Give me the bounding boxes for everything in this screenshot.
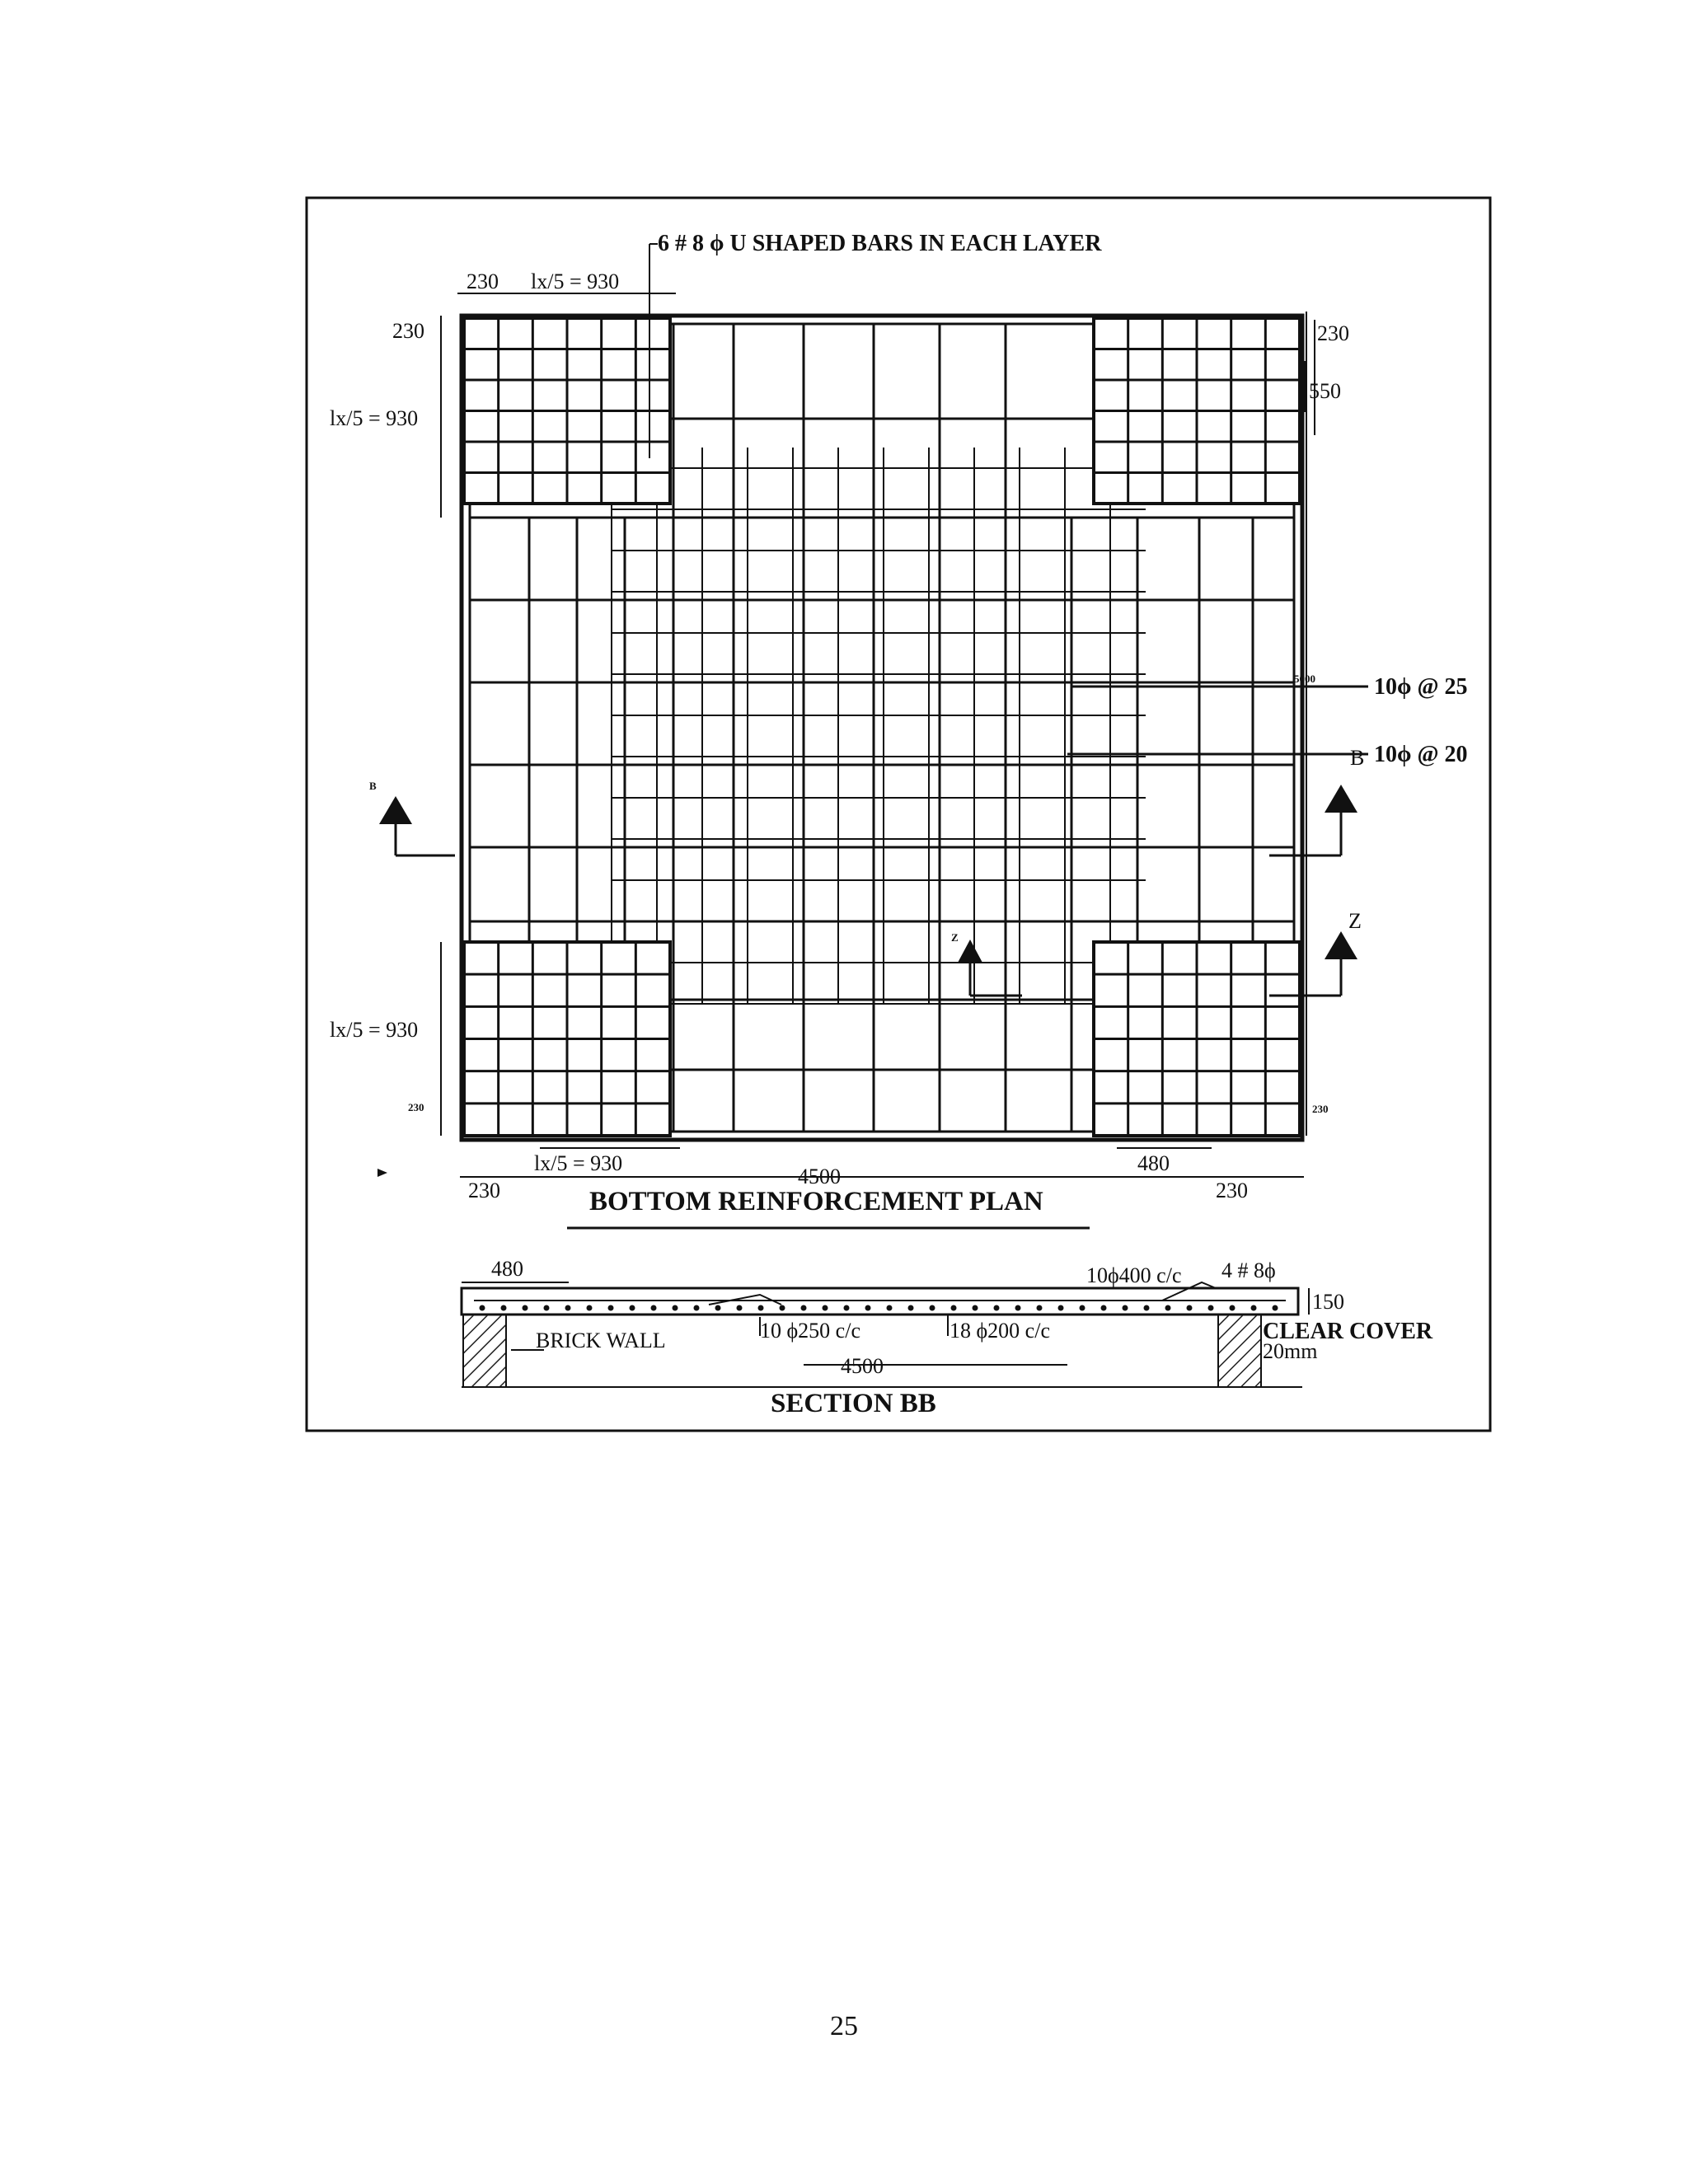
section-bar-dot bbox=[780, 1305, 785, 1311]
clear-cover-label: CLEAR COVER bbox=[1263, 1319, 1433, 1344]
section-bar-dot bbox=[1144, 1305, 1150, 1311]
section-bar-dot bbox=[501, 1305, 507, 1311]
clear-cover-value: 20mm bbox=[1263, 1339, 1318, 1363]
section-bar-dot bbox=[973, 1305, 978, 1311]
section-bar-dot bbox=[673, 1305, 678, 1311]
section-bar-dot bbox=[694, 1305, 700, 1311]
svg-text:480: 480 bbox=[491, 1257, 523, 1281]
dim-right-230-small: 230 bbox=[1312, 1103, 1329, 1115]
section-bar-dot bbox=[823, 1305, 828, 1311]
section-title: SECTION BB bbox=[771, 1389, 936, 1418]
section-bar-dot bbox=[908, 1305, 914, 1311]
dim-right-550: 550 bbox=[1309, 379, 1341, 403]
svg-text:B: B bbox=[369, 780, 377, 792]
section-bar-dot bbox=[1208, 1305, 1214, 1311]
plan-title: BOTTOM REINFORCEMENT PLAN bbox=[589, 1187, 1043, 1216]
bar-200-label: 18 ϕ200 c/c bbox=[950, 1319, 1050, 1343]
svg-text:Z: Z bbox=[951, 931, 959, 944]
section-bar-dot bbox=[1123, 1305, 1128, 1311]
section-bar-dot bbox=[1251, 1305, 1257, 1311]
section-bar-dot bbox=[930, 1305, 935, 1311]
dim-bottom-4500: 4500 bbox=[798, 1165, 841, 1188]
dim-left-lx5-bottom: lx/5 = 930 bbox=[330, 1018, 419, 1042]
bar-4x8-label: 4 # 8ϕ bbox=[1221, 1258, 1276, 1282]
dim-left-230-small: 230 bbox=[408, 1101, 424, 1113]
section-bar-dot bbox=[1101, 1305, 1107, 1311]
page-number: 25 bbox=[830, 2011, 858, 2041]
section-bar-dot bbox=[951, 1305, 957, 1311]
section-bar-dot bbox=[758, 1305, 764, 1311]
dim-right-230: 230 bbox=[1317, 321, 1349, 345]
bar-label-b: 10ϕ @ 20 bbox=[1374, 742, 1468, 767]
section-bar-dot bbox=[1165, 1305, 1171, 1311]
section-dim-4500: 4500 bbox=[841, 1354, 884, 1378]
section-bar-dot bbox=[844, 1305, 850, 1311]
section-bar-dot bbox=[1037, 1305, 1043, 1311]
section-bar-dot bbox=[1058, 1305, 1064, 1311]
section-bar-dot bbox=[865, 1305, 871, 1311]
section-bar-dot bbox=[715, 1305, 721, 1311]
section-bar-dot bbox=[544, 1305, 550, 1311]
svg-text:Z: Z bbox=[1348, 909, 1362, 933]
dim-bottom-230-left: 230 bbox=[468, 1179, 500, 1202]
reinforcement-drawing-figure bbox=[305, 196, 1492, 1432]
section-bar-dot bbox=[630, 1305, 635, 1311]
section-bar-dot bbox=[887, 1305, 893, 1311]
dim-bottom-230-right: 230 bbox=[1216, 1179, 1248, 1202]
section-bar-dot bbox=[587, 1305, 593, 1311]
section-bar-dot bbox=[523, 1305, 528, 1311]
section-bar-dot bbox=[1230, 1305, 1236, 1311]
section-bar-dot bbox=[994, 1305, 1000, 1311]
section-bar-dot bbox=[565, 1305, 571, 1311]
bar-250-label: 10 ϕ250 c/c bbox=[760, 1319, 860, 1343]
bar-label-a: 10ϕ @ 25 bbox=[1374, 674, 1468, 700]
section-bar-dot bbox=[737, 1305, 743, 1311]
section-bar-dot bbox=[1015, 1305, 1021, 1311]
dim-right-5000: 5000 bbox=[1294, 673, 1315, 685]
top-note: 6 # 8 ϕ U SHAPED BARS IN EACH LAYER bbox=[658, 231, 1102, 256]
section-bar-dot bbox=[608, 1305, 614, 1311]
dim-bottom-lx5: lx/5 = 930 bbox=[534, 1151, 623, 1175]
brick-wall-left bbox=[463, 1315, 506, 1387]
section-bar-dot bbox=[651, 1305, 657, 1311]
dim-top-230: 230 bbox=[467, 269, 499, 293]
section-bar-dot bbox=[480, 1305, 485, 1311]
section-bar-dot bbox=[1273, 1305, 1278, 1311]
brick-wall-label: BRICK WALL bbox=[536, 1329, 666, 1352]
dim-left-lx5-top: lx/5 = 930 bbox=[330, 406, 419, 430]
dim-bottom-480: 480 bbox=[1137, 1151, 1170, 1175]
brick-wall-right bbox=[1218, 1315, 1261, 1387]
svg-text:B: B bbox=[1350, 746, 1365, 770]
dim-left-230: 230 bbox=[392, 319, 424, 343]
section-bar-dot bbox=[801, 1305, 807, 1311]
bar-400-label: 10ϕ400 c/c bbox=[1086, 1263, 1182, 1287]
section-bar-dot bbox=[1080, 1305, 1085, 1311]
section-bar-dot bbox=[1187, 1305, 1193, 1311]
section-dim-150: 150 bbox=[1312, 1290, 1344, 1314]
dim-top-lx5: lx/5 = 930 bbox=[531, 269, 620, 293]
